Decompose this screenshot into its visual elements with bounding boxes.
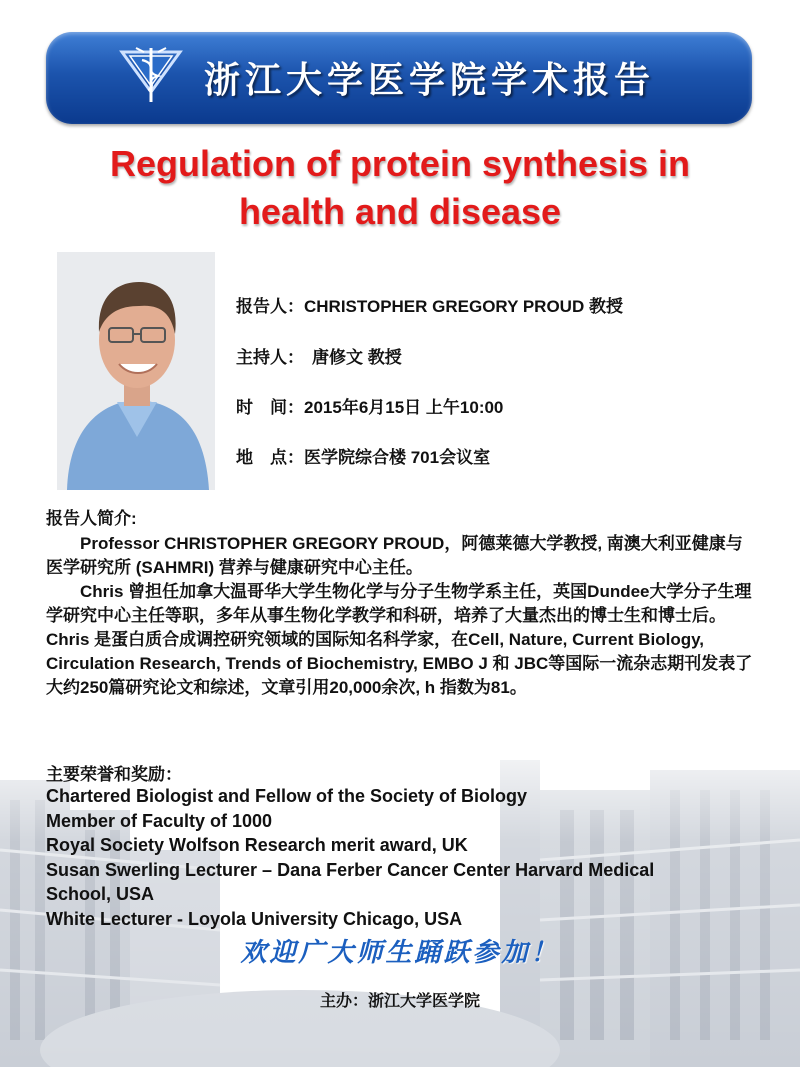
organizer: 主办：浙江大学医学院 [319,993,480,1010]
host-label: 主持人： [236,348,304,367]
host-row [236,343,402,368]
honor-item: Royal Society Wolfson Research merit award, UK [46,835,468,855]
bio-heading: 报告人简介: [46,509,137,528]
speaker-label: 报告人： [236,297,304,316]
welcome-slogan: 欢迎广大师生踊跃参加！ [240,938,560,968]
bio-text [46,532,756,700]
honor-item: Susan Swerling Lecturer – Dana Ferber Cancer Center Harvard Medical [46,859,655,880]
time-label: 时 间： [236,398,304,417]
bio-paragraph-1: Professor CHRISTOPHER GREGORY PROUD，阿德莱德大学教授, 南澳大利亚健康与医学研究所 (SAHMRI) 营养与健康研究中心主任。 [46,534,743,577]
medical-school-logo-icon [118,42,184,108]
honor-item: White Lecturer - Loyola University Chicago, USA [46,908,463,929]
talk-title-line-1: Regulation of protein synthesis in [109,143,691,184]
honor-item: Chartered Biologist and Fellow of the Society of Biology [46,786,528,806]
honor-item: School, USA [46,884,155,904]
honors-heading: 主要荣誉和奖励： [46,765,182,784]
speaker-row [236,292,623,317]
speaker-photo [57,252,215,490]
honors-list [46,784,766,931]
speaker-value: CHRISTOPHER GREGORY PROUD 教授 [304,297,623,316]
institution-title: 浙江大学医学院学术报告 [204,60,656,101]
time-row [236,393,503,418]
header-banner [46,32,752,124]
honor-item: Member of Faculty of 1000 [46,810,273,831]
talk-title [0,140,800,236]
place-label: 地 点： [236,448,304,467]
talk-title-line-2: health and disease [238,191,562,232]
bio-paragraph-2: Chris 曾担任加拿大温哥华大学生物化学与分子生物学系主任，英国Dundee大学分子生理学研究中心主任等职，多年从事生物化学教学和科研，培养了大量杰出的博士生和博士后。Chris 是蛋白质合成调控研究领域的国际知名科学家，在Cell, Nature, Current Biology, Circulation Research, Trends of Biochemistry, EMBO J 和 JBC等国际一流杂志期刊发表了大约250篇研究论文和综述，文章引用20,000余次, h 指数为81。 [46,582,753,697]
host-value: 唐修文 教授 [312,348,402,367]
time-value: 2015年6月15日 上午10:00 [304,398,504,417]
place-row [236,443,490,468]
place-value: 医学院综合楼 701会议室 [304,448,491,467]
